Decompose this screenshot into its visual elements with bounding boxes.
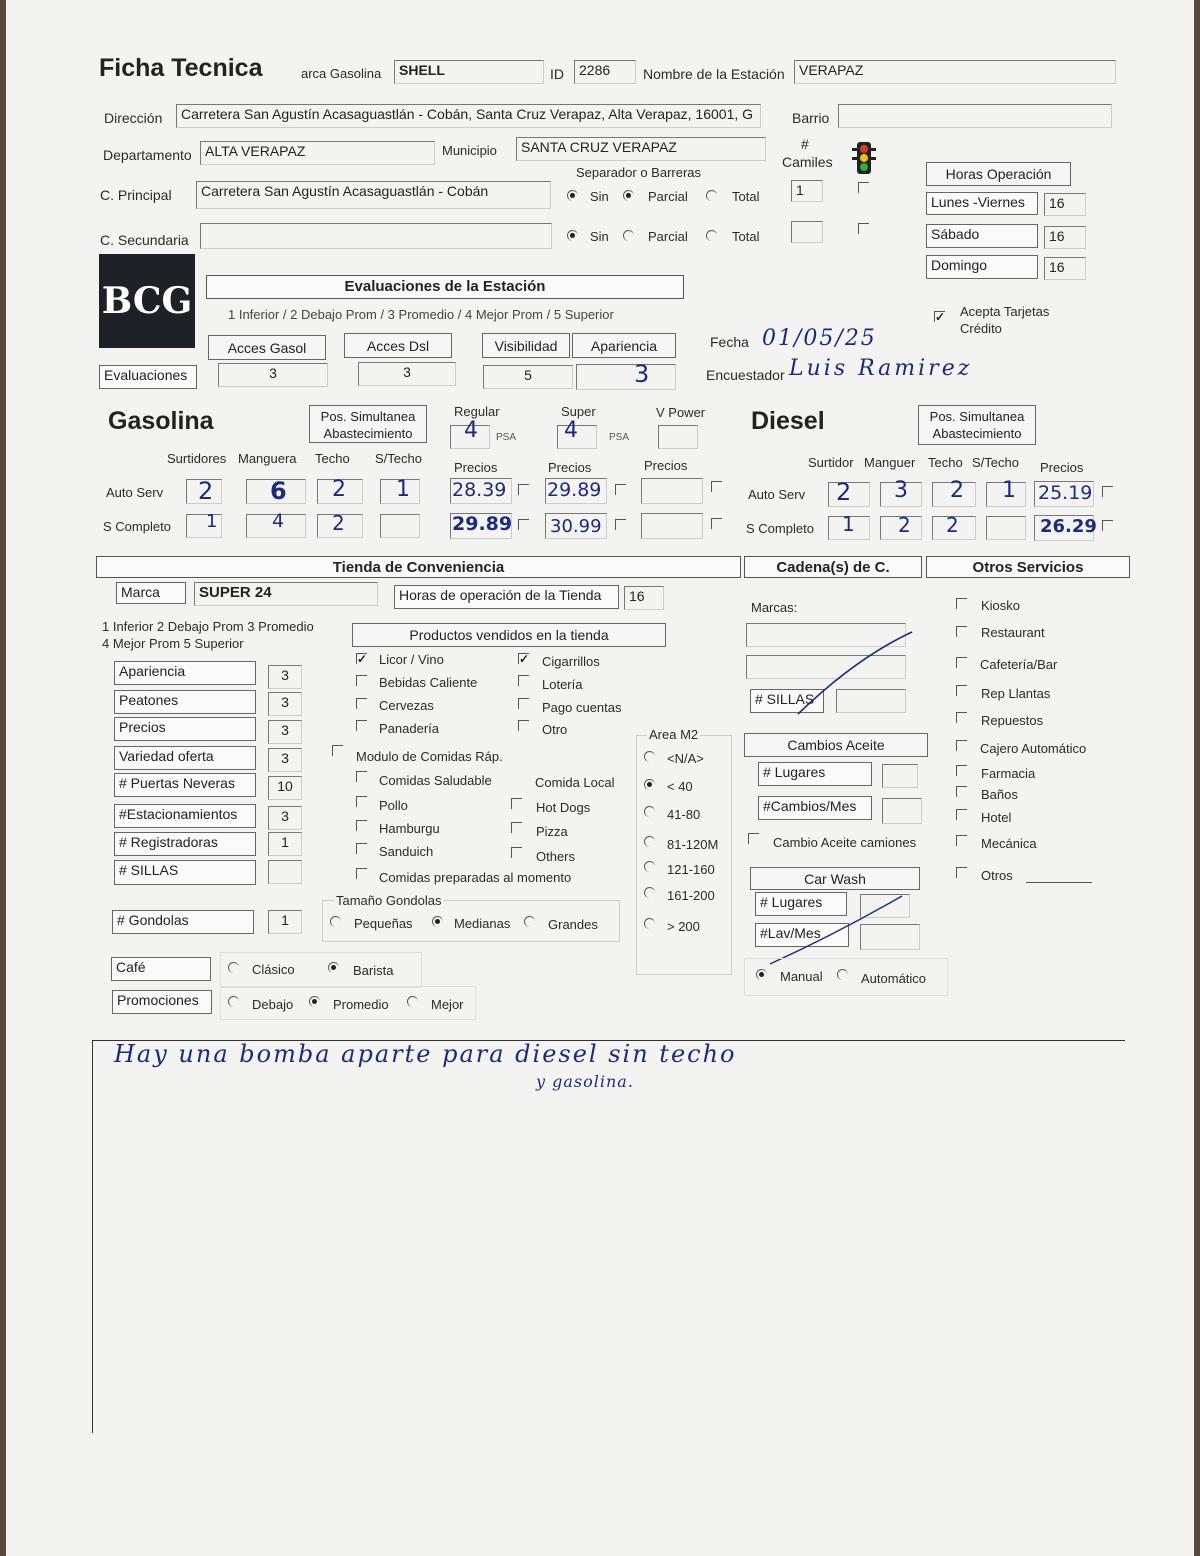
col-stecho-diesel: S/Techo: [972, 455, 1019, 470]
area-label: Area M2: [649, 727, 699, 742]
comida-right-2-check[interactable]: [511, 847, 522, 858]
tarjetas-checkbox[interactable]: ✓: [935, 310, 946, 324]
diesel-row-0-precio: 25.19: [1038, 482, 1093, 504]
cadena-marcas-label: Marcas:: [751, 600, 798, 615]
strike-line-carwash: [766, 894, 906, 966]
promo-0-radio[interactable]: [228, 996, 239, 1007]
rating-5-label: #Estacionamientos: [114, 804, 256, 828]
evaluaciones-title: Evaluaciones de la Estación: [206, 275, 684, 299]
tienda-title: Tienda de Conveniencia: [96, 556, 741, 578]
prod-left-1-label: Bebidas Caliente: [379, 675, 478, 690]
regular-psa: PSA: [496, 432, 517, 443]
gondolas-label: # Gondolas: [112, 910, 254, 934]
col-manguera: Manguera: [238, 451, 297, 466]
area-5-label: 161-200: [667, 888, 715, 903]
modulo-check[interactable]: [332, 745, 343, 756]
nombre-field[interactable]: VERAPAZ: [794, 60, 1116, 84]
tamano-0-radio[interactable]: [330, 916, 341, 927]
nombre-label: Nombre de la Estación: [643, 66, 785, 82]
cafe-label: Café: [111, 957, 211, 981]
cafe-0-radio[interactable]: [228, 962, 239, 973]
aceite-lugares-label: # Lugares: [758, 762, 872, 786]
cadena-sillas-label: # SILLAS: [750, 689, 824, 713]
diesel-row-0-manguer: 3: [894, 478, 908, 503]
cafe-1-label: Barista: [353, 963, 394, 978]
gas-row-0-vpower-field[interactable]: [641, 478, 703, 504]
rating-6-label: # Registradoras: [114, 832, 256, 856]
rating-2-label: Precios: [114, 717, 256, 741]
tarjetas-label: Acepta Tarjetas Crédito: [960, 304, 1050, 336]
prod-right-3-check[interactable]: [518, 720, 529, 731]
carwash-title: Car Wash: [750, 867, 920, 890]
area-0-radio[interactable]: [644, 751, 655, 762]
secundaria-total-label: Total: [732, 229, 760, 244]
comida-left-1-label: Pollo: [379, 798, 408, 813]
principal-field[interactable]: Carretera San Agustín Acasaguastlán - Cobán: [196, 181, 551, 209]
evaluaciones-row-label: Evaluaciones: [99, 365, 197, 389]
otros-title: Otros Servicios: [926, 556, 1130, 578]
diesel-row-1-label: S Completo: [746, 521, 814, 536]
hours-row-0-label: Lunes -Viernes: [926, 192, 1038, 215]
otros-9-label: Mecánica: [981, 836, 1037, 851]
col-techo: Techo: [315, 451, 350, 466]
promo-1-radio[interactable]: [309, 996, 320, 1007]
prod-right-1-check[interactable]: [518, 675, 529, 686]
gas-row-1-vpower-field[interactable]: [641, 513, 703, 539]
otros-9-check[interactable]: [956, 835, 967, 846]
promo-2-label: Mejor: [431, 997, 464, 1012]
secundaria-field[interactable]: [200, 223, 552, 249]
otros-3-label: Rep Llantas: [981, 686, 1051, 701]
id-label: ID: [550, 66, 564, 82]
marca-field[interactable]: SHELL: [394, 60, 544, 84]
rating-4-label: # Puertas Neveras: [114, 773, 256, 797]
carwash-manual-label: Manual: [780, 969, 823, 984]
secundaria-label: C. Secundaria: [100, 232, 189, 248]
otros-10-label: Otros: [981, 868, 1013, 883]
principal-sin-label: Sin: [590, 189, 609, 204]
carwash-auto-label: Automático: [861, 971, 927, 986]
separador-label: Separador o Barreras: [576, 165, 702, 180]
diesel-row-0-techo: 2: [950, 478, 964, 503]
area-1-radio[interactable]: [644, 779, 655, 790]
otros-blank-line: [1026, 882, 1092, 883]
col-surtidores: Surtidores: [167, 451, 227, 466]
aceite-title: Cambios Aceite: [744, 733, 928, 757]
principal-parcial-radio[interactable]: [623, 190, 634, 201]
area-4-label: 121-160: [667, 862, 715, 877]
tienda-marca-label: Marca: [116, 582, 186, 604]
otros-5-check[interactable]: [956, 740, 967, 751]
diesel-row-1-surtidor: 1: [842, 512, 855, 536]
notes-line-1: Hay una bomba aparte para diesel sin techo: [114, 1040, 737, 1068]
diesel-title: Diesel: [751, 407, 825, 435]
otros-8-label: Hotel: [981, 810, 1012, 825]
comida-left-2-label: Hamburgu: [379, 821, 440, 836]
tamano-label: Tamaño Gondolas: [336, 893, 442, 908]
diesel-row-0-surtidor: 2: [836, 478, 852, 506]
principal-parcial-label: Parcial: [648, 189, 688, 204]
gas-row-0-regular: 28.39: [452, 479, 507, 501]
camiles-label: Camiles: [782, 154, 833, 170]
gas-row-0-super: 29.89: [547, 479, 602, 501]
diesel-pos-label: Pos. Simultanea Abastecimiento: [918, 405, 1036, 445]
tienda-scale-1: 1 Inferior 2 Debajo Prom 3 Promedio: [102, 619, 314, 634]
secundaria-parcial-label: Parcial: [648, 229, 688, 244]
eval-item-0-label: Acces Gasol: [208, 335, 326, 360]
hours-row-1-value[interactable]: 16: [1044, 226, 1086, 249]
direccion-label: Dirección: [104, 110, 163, 126]
comida-right-0-label: Hot Dogs: [536, 800, 591, 815]
otros-2-label: Cafetería/Bar: [980, 657, 1058, 672]
municipio-field[interactable]: SANTA CRUZ VERAPAZ: [516, 137, 766, 161]
eval-item-3-label: Apariencia: [572, 333, 676, 358]
gas-row-1-stecho-field[interactable]: [380, 514, 420, 538]
traffic-light-icon: [851, 140, 877, 176]
diesel-row-1-techo: 2: [946, 513, 959, 537]
gas-row-1-super: 30.99: [550, 516, 602, 537]
otros-6-label: Farmacia: [981, 766, 1036, 781]
prod-right-1-label: Lotería: [542, 677, 583, 692]
col-precios-super: Precios: [548, 460, 592, 475]
tienda-horas-label: Horas de operación de la Tienda: [394, 585, 619, 609]
super-psa: PSA: [609, 432, 630, 443]
tamano-2-radio[interactable]: [524, 916, 535, 927]
regular-label: Regular: [454, 404, 500, 419]
fecha-label: Fecha: [710, 334, 749, 350]
hours-row-2-label: Domingo: [926, 255, 1038, 279]
strike-line-cadena: [796, 628, 916, 718]
area-3-label: 81-120M: [667, 837, 719, 852]
eval-item-3-field[interactable]: [576, 364, 676, 390]
carwash-manual-radio[interactable]: [756, 969, 767, 980]
gas-row-0-surtidores: 2: [198, 477, 214, 505]
rating-2-value[interactable]: 3: [268, 720, 302, 744]
regular-pos-value: 4: [464, 418, 478, 443]
gas-row-1-super-check[interactable]: [615, 519, 626, 530]
rating-0-label: Apariencia: [114, 661, 256, 685]
otros-7-check[interactable]: [956, 786, 967, 797]
tienda-horas-field[interactable]: 16: [624, 586, 664, 610]
gasolina-title: Gasolina: [108, 407, 214, 435]
area-2-label: 41-80: [667, 807, 701, 822]
otros-4-label: Repuestos: [981, 713, 1044, 728]
direccion-field[interactable]: Carretera San Agustín Acasaguastlán - Cobán, Santa Cruz Verapaz, Alta Verapaz, 16001, G: [176, 104, 761, 128]
col-precios-diesel: Precios: [1040, 460, 1084, 475]
comida-right-0-check[interactable]: [511, 798, 522, 809]
col-precios-regular: Precios: [454, 460, 498, 475]
col-stecho: S/Techo: [375, 451, 422, 466]
otros-0-check[interactable]: [956, 598, 967, 609]
hours-row-2-value[interactable]: 16: [1044, 257, 1086, 280]
diesel-row-0-stecho: 1: [1002, 478, 1016, 503]
municipio-label: Municipio: [442, 143, 497, 158]
gas-row-0-techo: 2: [332, 477, 346, 502]
prod-right-2-check[interactable]: [518, 698, 529, 709]
evaluaciones-scale: 1 Inferior / 2 Debajo Prom / 3 Promedio / 4 Mejor Prom / 5 Superior: [228, 307, 614, 322]
secundaria-parcial-radio[interactable]: [623, 230, 634, 241]
prod-left-1-check[interactable]: [356, 675, 367, 686]
cadena-title: Cadena(s) de C.: [744, 556, 922, 578]
encuestador-value[interactable]: Luis Ramirez: [789, 356, 973, 381]
promo-1-label: Promedio: [333, 997, 389, 1012]
eval-item-2-label: Visibilidad: [482, 333, 570, 358]
aceite-cambios-label: #Cambios/Mes: [758, 796, 872, 820]
tamano-1-radio[interactable]: [432, 916, 443, 927]
otros-5-label: Cajero Automático: [980, 741, 1087, 756]
diesel-row-1-precio: 26.29: [1040, 516, 1097, 537]
prod-right-3-label: Otro: [542, 722, 568, 737]
bcg-logo: BCG: [99, 254, 195, 348]
barrio-field[interactable]: [838, 104, 1112, 128]
otros-1-check[interactable]: [956, 626, 967, 637]
eval-item-3-value: 3: [634, 360, 650, 388]
tamano-1-label: Medianas: [454, 916, 511, 931]
barrio-label: Barrio: [792, 110, 830, 126]
comida-left-2-check[interactable]: [356, 820, 367, 831]
promo-2-radio[interactable]: [407, 996, 418, 1007]
notes-line-2: y gasolina.: [536, 1072, 634, 1091]
horas-operacion-title: Horas Operación: [926, 162, 1071, 186]
aceite-lugares-field[interactable]: [882, 764, 918, 788]
rating-1-value[interactable]: 3: [268, 692, 302, 716]
tienda-scale-2: 4 Mejor Prom 5 Superior: [102, 636, 244, 651]
comida-local-label: Comida Local: [535, 775, 615, 790]
area-group: [636, 735, 732, 975]
eval-item-0-value[interactable]: 3: [218, 363, 328, 387]
comida-right-2-label: Others: [536, 849, 576, 864]
eval-item-2-value[interactable]: 5: [483, 365, 573, 389]
vpower-label: V Power: [656, 405, 706, 420]
secundaria-sin-label: Sin: [590, 229, 609, 244]
prod-left-3-check[interactable]: [356, 720, 367, 731]
diesel-row-0-check[interactable]: [1102, 486, 1113, 497]
prod-left-0-check[interactable]: ✓: [357, 652, 368, 666]
departamento-field[interactable]: ALTA VERAPAZ: [200, 141, 435, 165]
gas-row-1-surtidores: 1: [206, 511, 218, 532]
gas-row-1-regular: 29.89: [452, 513, 513, 535]
prod-left-0-label: Licor / Vino: [379, 652, 444, 667]
comida-right-1-label: Pizza: [536, 824, 568, 839]
rating-7-value[interactable]: [268, 860, 302, 884]
fecha-value[interactable]: 01/05/25: [762, 326, 877, 351]
super-pos-value: 4: [564, 418, 578, 443]
id-field[interactable]: 2286: [574, 60, 636, 84]
promociones-label: Promociones: [112, 990, 212, 1014]
camiles-hash: #: [801, 136, 809, 152]
area-4-radio[interactable]: [644, 861, 655, 872]
aceite-camiones-check[interactable]: [748, 833, 759, 844]
carwash-lugares-label: # Lugares: [755, 892, 847, 916]
secundaria-sin-radio[interactable]: [567, 230, 578, 241]
comida-left-4-label: Comidas preparadas al momento: [379, 870, 572, 885]
hours-row-1-label: Sábado: [926, 224, 1038, 248]
otros-8-check[interactable]: [956, 809, 967, 820]
prod-left-2-check[interactable]: [356, 698, 367, 709]
diesel-row-0-label: Auto Serv: [748, 487, 806, 502]
comida-left-3-label: Sanduich: [379, 844, 434, 859]
form-sheet: [6, 0, 1194, 1556]
comida-left-0-label: Comidas Saludable: [379, 773, 492, 788]
col-precios-vpower: Precios: [644, 458, 688, 473]
tamano-2-label: Grandes: [548, 917, 598, 932]
hours-row-0-value[interactable]: 16: [1044, 193, 1086, 216]
otros-3-check[interactable]: [956, 685, 967, 696]
area-1-label: < 40: [667, 779, 693, 794]
encuestador-label: Encuestador: [706, 367, 785, 383]
rating-3-label: Variedad oferta: [114, 746, 256, 770]
rating-5-value[interactable]: 3: [268, 806, 302, 830]
gas-row-1-label: S Completo: [103, 519, 171, 534]
cafe-1-radio[interactable]: [328, 962, 339, 973]
super-label: Super: [561, 404, 596, 419]
otros-0-label: Kiosko: [981, 598, 1021, 613]
carwash-lav-label: #Lav/Mes: [755, 923, 849, 947]
carwash-auto-radio[interactable]: [837, 969, 848, 980]
comida-left-0-check[interactable]: [356, 771, 367, 782]
prod-right-2-label: Pago cuentas: [542, 700, 622, 715]
area-3-radio[interactable]: [644, 836, 655, 847]
vpower-pos-field[interactable]: [658, 425, 698, 449]
marca-label: arca Gasolina: [301, 66, 382, 81]
otros-7-label: Baños: [981, 787, 1018, 802]
gas-row-1-vpower-check[interactable]: [711, 518, 722, 529]
camiles-secundaria-field[interactable]: [791, 221, 823, 243]
prod-left-3-label: Panadería: [379, 721, 439, 736]
prod-left-2-label: Cervezas: [379, 698, 434, 713]
page-title: Ficha Tecnica: [99, 54, 263, 82]
camiles-principal-check[interactable]: [858, 182, 869, 193]
principal-label: C. Principal: [100, 187, 172, 203]
area-2-radio[interactable]: [644, 806, 655, 817]
gas-row-1-regular-check[interactable]: [518, 519, 529, 530]
diesel-row-1-check[interactable]: [1102, 520, 1113, 531]
diesel-row-1-manguer: 2: [898, 513, 911, 537]
area-6-label: > 200: [667, 919, 700, 934]
area-6-radio[interactable]: [644, 918, 655, 929]
productos-title: Productos vendidos en la tienda: [352, 623, 666, 647]
aceite-camiones-label: Cambio Aceite camiones: [773, 835, 917, 850]
comida-right-1-check[interactable]: [511, 822, 522, 833]
comida-left-1-check[interactable]: [356, 796, 367, 807]
eval-item-1-value[interactable]: 3: [358, 362, 456, 386]
comida-left-3-check[interactable]: [356, 843, 367, 854]
rating-4-value[interactable]: 10: [268, 776, 302, 800]
area-5-radio[interactable]: [644, 887, 655, 898]
gas-row-0-manguera: 6: [270, 477, 287, 505]
diesel-row-1-stecho-field[interactable]: [986, 516, 1026, 540]
tienda-marca-field[interactable]: SUPER 24: [194, 582, 378, 606]
cafe-0-label: Clásico: [252, 962, 295, 977]
otros-4-check[interactable]: [956, 712, 967, 723]
gas-row-0-super-check[interactable]: [615, 484, 626, 495]
gas-row-1-manguera: 4: [272, 510, 285, 532]
gas-row-0-vpower-check[interactable]: [711, 481, 722, 492]
gas-row-0-stecho: 1: [396, 477, 410, 502]
gas-row-0-regular-check[interactable]: [518, 484, 529, 495]
otros-10-check[interactable]: [956, 867, 967, 878]
principal-total-radio[interactable]: [706, 190, 717, 201]
rating-3-value[interactable]: 3: [268, 748, 302, 772]
tamano-0-label: Pequeñas: [354, 916, 413, 931]
rating-6-value[interactable]: 1: [268, 832, 302, 856]
prod-right-0-label: Cigarrillos: [542, 654, 600, 669]
rating-0-value[interactable]: 3: [268, 665, 302, 689]
principal-sin-radio[interactable]: [567, 190, 578, 201]
prod-right-0-check[interactable]: ✓: [519, 652, 530, 666]
modulo-label: Modulo de Comidas Ráp.: [356, 749, 503, 764]
col-manguer: Manguer: [864, 455, 916, 470]
principal-total-label: Total: [732, 189, 760, 204]
rating-7-label: # SILLAS: [114, 860, 256, 885]
rating-1-label: Peatones: [114, 690, 256, 714]
notes-area[interactable]: [92, 1040, 1125, 1433]
eval-item-1-label: Acces Dsl: [344, 333, 452, 358]
otros-1-label: Restaurant: [981, 625, 1045, 640]
otros-6-check[interactable]: [956, 765, 967, 776]
comida-left-4-check[interactable]: [356, 868, 367, 879]
aceite-cambios-field[interactable]: [882, 798, 922, 824]
secundaria-total-radio[interactable]: [706, 230, 717, 241]
col-techo-diesel: Techo: [928, 455, 963, 470]
camiles-principal-field[interactable]: 1: [791, 180, 823, 202]
col-surtidor: Surtidor: [808, 455, 854, 470]
gondolas-value[interactable]: 1: [268, 910, 302, 934]
gas-row-1-techo: 2: [332, 511, 345, 535]
area-0-label: <N/A>: [667, 751, 704, 766]
departamento-label: Departamento: [103, 147, 192, 163]
otros-2-check[interactable]: [956, 657, 967, 668]
gas-row-0-label: Auto Serv: [106, 485, 164, 500]
camiles-secundaria-check[interactable]: [858, 223, 869, 234]
gasolina-pos-label: Pos. Simultanea Abastecimiento: [309, 405, 427, 443]
promo-0-label: Debajo: [252, 997, 294, 1012]
